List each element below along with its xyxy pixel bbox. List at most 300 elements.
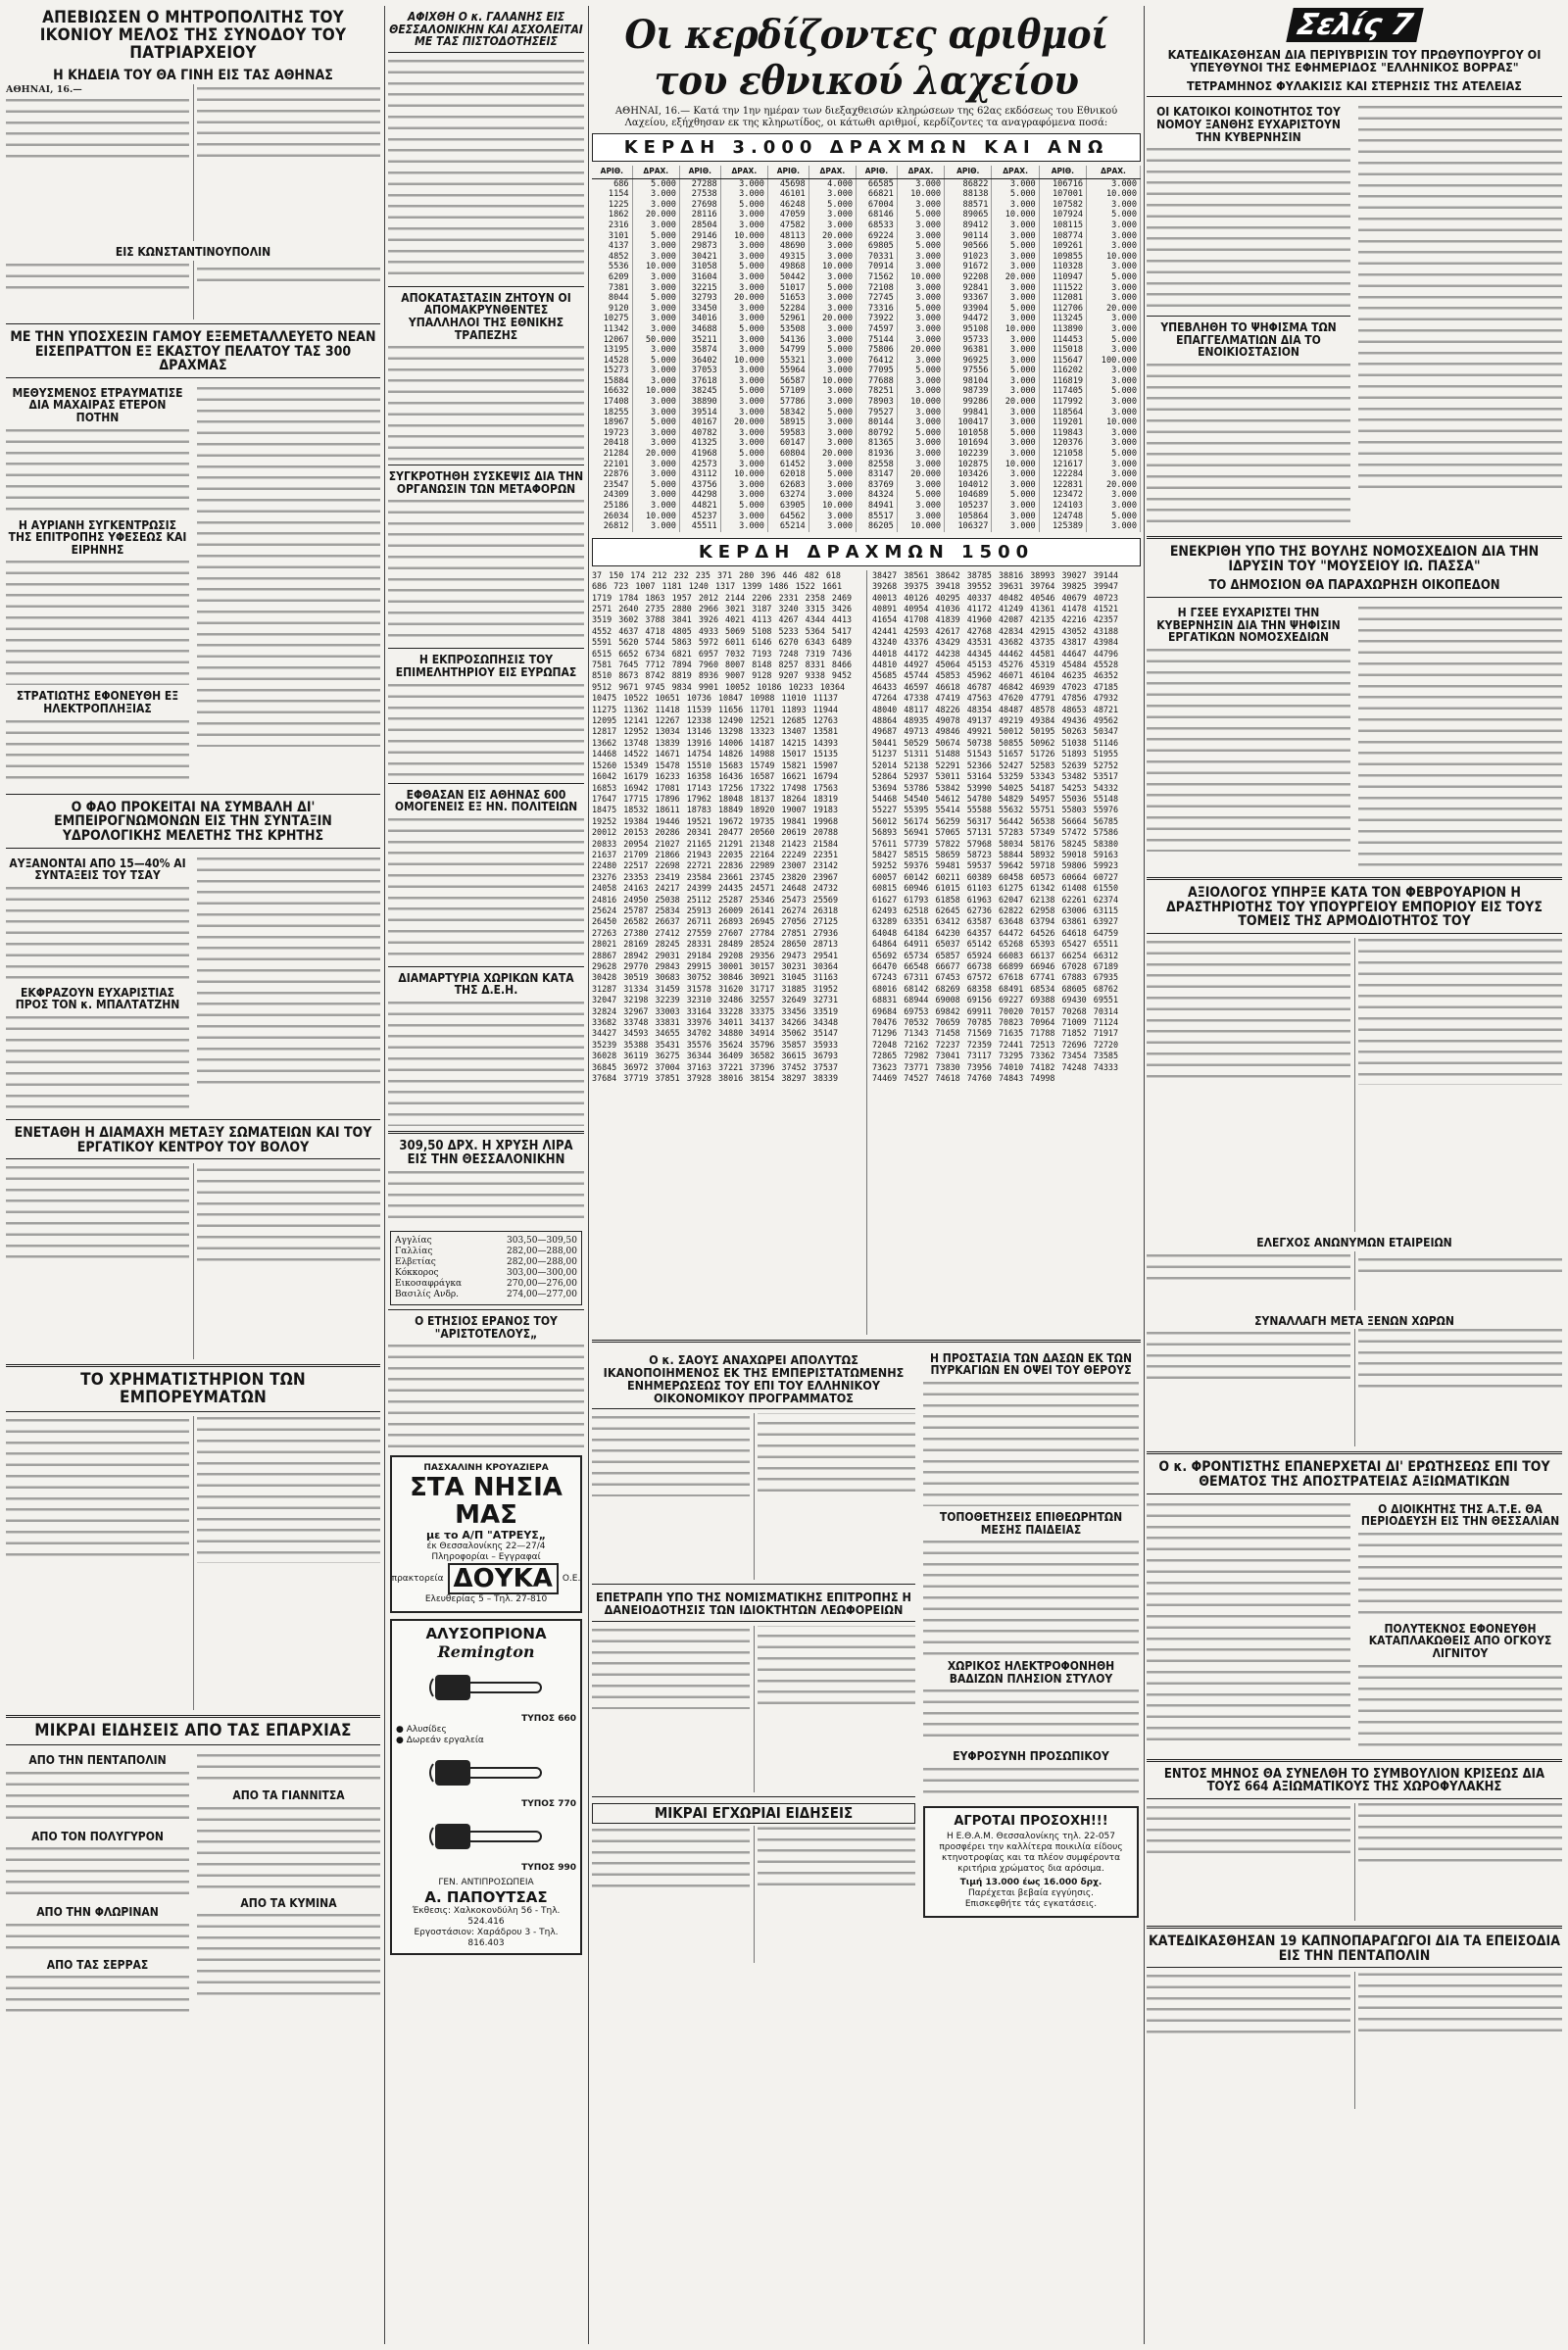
prize-amount: 3.000 — [632, 220, 679, 231]
ticket-number: 109855 — [1039, 252, 1086, 263]
article-text-block — [197, 1911, 380, 1999]
price-row — [395, 1236, 577, 1247]
ticket-number: 39514 — [679, 408, 720, 418]
article-body — [1147, 1329, 1562, 1446]
price-value: 270,00—276,00 — [507, 1279, 577, 1290]
article-text-block — [197, 1804, 380, 1892]
ticket-number: 6209 — [592, 272, 632, 283]
prize-amount: 5.000 — [720, 449, 767, 460]
prize-amount: 5.000 — [1087, 449, 1141, 460]
ad-model: ΤΥΠΟΣ 770 — [521, 1799, 576, 1810]
article-body — [388, 57, 584, 282]
ticket-number: 48690 — [767, 241, 808, 252]
prize-amount: 5.000 — [632, 231, 679, 242]
chainsaw-icon — [427, 1750, 545, 1795]
divider — [1147, 1798, 1562, 1799]
article-body — [388, 343, 584, 461]
headline-peace-committee: Η ΑΥΡΙΑΝΗ ΣΥΓΚΕΝΤΡΩΣΙΣ ΤΗΣ ΕΠΙΤΡΟΠΗΣ ΥΦΕΣΕΩΣ ΚΑΙ ΕΙΡΗΝΗΣ — [8, 517, 187, 557]
ticket-number: 122831 — [1039, 480, 1086, 491]
ticket-number: 110947 — [1039, 272, 1086, 283]
prize-amount: 5.000 — [992, 304, 1039, 315]
ticket-number: 15884 — [592, 376, 632, 387]
prize-amount: 3.000 — [720, 438, 767, 449]
headline-forest-fires: Η ΠΡΟΣΤΑΣΙΑ ΤΩΝ ΔΑΣΩΝ ΕΚ ΤΩΝ ΠΥΡΚΑΓΙΩΝ ΕΝ ΟΨΕΙ ΤΟΥ ΘΕΡΟΥΣ — [930, 1350, 1132, 1378]
ticket-number: 34688 — [679, 324, 720, 335]
prize-amount: 3.000 — [992, 178, 1039, 189]
article-text-block — [923, 1379, 1139, 1506]
ticket-number: 95733 — [945, 335, 992, 346]
headline-museum-passa: ΕΝΕΚΡΙΘΗ ΥΠΟ ΤΗΣ ΒΟΥΛΗΣ ΝΟΜΟΣΧΕΔΙΟΝ ΔΙΑ ΤΗΝ ΙΔΡΥΣΙΝ ΤΟΥ "ΜΟΥΣΕΙΟΥ ΙΩ. ΠΑΣΣΑ" — [1169, 543, 1540, 574]
ticket-number: 4852 — [592, 252, 632, 263]
prize-amount: 3.000 — [720, 210, 767, 220]
ticket-number: 13195 — [592, 345, 632, 356]
two-column-block — [1147, 1498, 1562, 1754]
prize-amount: 3.000 — [1087, 262, 1141, 272]
ticket-number: 115647 — [1039, 356, 1086, 367]
prize-amount: 5.000 — [720, 324, 767, 335]
prize-amount: 20.000 — [720, 417, 767, 428]
article-text-block — [923, 1765, 1139, 1800]
prize-amount: 3.000 — [897, 438, 944, 449]
prize-amount: 3.000 — [897, 449, 944, 460]
ticket-number: 47582 — [767, 220, 808, 231]
prize-amount: 3.000 — [897, 501, 944, 512]
ticket-number: 104012 — [945, 480, 992, 491]
prize-amount: 20.000 — [632, 449, 679, 460]
article-text-block — [6, 1973, 189, 2012]
article-text-block — [1358, 103, 1562, 495]
table-row — [592, 438, 1141, 449]
prize-amount: 3.000 — [808, 220, 856, 231]
ticket-number: 68146 — [857, 210, 898, 220]
ticket-number: 69224 — [857, 231, 898, 242]
ticket-number: 99841 — [945, 408, 992, 418]
prize-amount: 3.000 — [720, 397, 767, 408]
price-value: 274,00—277,00 — [507, 1290, 577, 1300]
subcolumn — [197, 382, 380, 790]
ticket-number: 88571 — [945, 200, 992, 211]
column-header-amount: ΔΡΑΧ. — [992, 166, 1039, 178]
ticket-number: 52961 — [767, 314, 808, 324]
subcolumn — [923, 1347, 1139, 1968]
article-text-block — [197, 384, 380, 747]
ticket-number: 96381 — [945, 345, 992, 356]
prize-amount: 20.000 — [992, 272, 1039, 283]
prize-amount: 5.000 — [808, 200, 856, 211]
article-body — [388, 999, 584, 1126]
article-text-block — [388, 1342, 584, 1449]
prize-amount: 5.000 — [897, 428, 944, 439]
article-body — [1358, 1530, 1562, 1618]
ticket-number: 93367 — [945, 293, 992, 304]
prize-amount: 3.000 — [720, 480, 767, 491]
ticket-number: 73922 — [857, 314, 898, 324]
article-text-block — [923, 1538, 1139, 1655]
article-body — [592, 1413, 915, 1580]
headline-bus-loans: ΕΠΕΤΡΑΠΗ ΥΠΟ ΤΗΣ ΝΟΜΙΣΜΑΤΙΚΗΣ ΕΠΙΤΡΟΠΗΣ Η ΔΑΝΕΙΟΔΟΤΗΣΙΣ ΤΩΝ ΙΔΙΟΚΤΗΤΩΝ ΛΕΩΦΟΡΕΙΩΝ — [596, 1590, 911, 1618]
headline-marriage-fraud: ΜΕ ΤΗΝ ΥΠΟΣΧΕΣΙΝ ΓΑΜΟΥ ΕΞΕΜΕΤΑΛΛΕΥΕΤΟ ΝΕΑΝ ΕΙΣΕΠΡΑΤΤΟΝ ΕΞ ΕΚΑΣΤΟΥ ΠΕΛΑΤΟΥ ΤΑΣ 300 ΔΡΑΧΜΑΣ — [10, 328, 376, 374]
prize-amount: 10.000 — [1087, 417, 1141, 428]
price-label: Γαλλίας — [395, 1247, 433, 1257]
table-row — [592, 428, 1141, 439]
subhead-funeral: Η ΚΗΔΕΙΑ ΤΟΥ ΘΑ ΓΙΝΗ ΕΙΣ ΤΑΣ ΑΘΗΝΑΣ — [53, 67, 333, 83]
ticket-number: 105864 — [945, 512, 992, 522]
prize-amount: 5.000 — [1087, 335, 1141, 346]
prize-amount: 5.000 — [720, 501, 767, 512]
lottery-masthead: Οι κερδίζοντες αριθμοί του εθνικού λαχείου — [624, 12, 1108, 104]
prize-amount: 3.000 — [897, 356, 944, 367]
ad-cruise — [390, 1455, 582, 1613]
prize-amount: 3.000 — [992, 408, 1039, 418]
headline-aristotle-fund: Ο ΕΤΗΣΙΟΣ ΕΡΑΝΟΣ ΤΟΥ "ΑΡΙΣΤΟΤΕΛΟΥΣ„ — [415, 1314, 558, 1341]
ticket-number: 79527 — [857, 408, 898, 418]
divider — [6, 1119, 380, 1120]
ticket-number: 44298 — [679, 490, 720, 501]
subcolumn — [197, 1749, 380, 2016]
prize-amount: 5.000 — [720, 386, 767, 397]
article-text-block — [6, 1769, 189, 1826]
prize-amount: 20.000 — [1087, 304, 1141, 315]
divider — [388, 1131, 584, 1134]
subcolumn — [6, 382, 189, 790]
column-right — [1147, 6, 1562, 2344]
divider — [592, 1584, 915, 1585]
prize-amount: 5.000 — [808, 345, 856, 356]
two-column-block — [1147, 101, 1562, 531]
ticket-number: 92841 — [945, 283, 992, 294]
prize-amount: 3.000 — [720, 512, 767, 522]
headline-inspectors: ΤΟΠΟΘΕΤΗΣΕΙΣ ΕΠΙΘΕΩΡΗΤΩΝ ΜΕΣΗΣ ΠΑΙΔΕΙΑΣ — [939, 1509, 1123, 1537]
column-lottery — [592, 6, 1141, 2344]
prize-amount: 3.000 — [720, 490, 767, 501]
prize-amount: 3.000 — [897, 460, 944, 470]
ticket-number: 124748 — [1039, 512, 1086, 522]
prize-amount: 3.000 — [1087, 231, 1141, 242]
ad-line: Α. ΠΑΠΟΥΤΣΑΣ — [424, 1888, 548, 1907]
prize-amount: 20.000 — [808, 449, 856, 460]
divider — [388, 1309, 584, 1310]
band-3000: ΚΕΡΔΗ 3.000 ΔΡΑΧΜΩΝ ΚΑΙ ΑΝΩ — [592, 133, 1141, 162]
prize-amount: 3.000 — [897, 324, 944, 335]
table-row — [592, 200, 1141, 211]
ticket-number: 57786 — [767, 397, 808, 408]
prize-amount: 5.000 — [632, 293, 679, 304]
prize-amount: 3.000 — [992, 417, 1039, 428]
prize-amount: 10.000 — [632, 262, 679, 272]
article-text-block — [1358, 604, 1562, 868]
article-body — [388, 497, 584, 644]
subcolumn — [592, 1347, 915, 1968]
prize-amount: 3.000 — [897, 220, 944, 231]
prize-amount: 3.000 — [992, 469, 1039, 480]
ticket-number: 108115 — [1039, 220, 1086, 231]
table-row — [592, 231, 1141, 242]
ticket-number: 2316 — [592, 220, 632, 231]
ticket-number: 66585 — [857, 178, 898, 189]
ticket-number: 55321 — [767, 356, 808, 367]
prize-amount: 3.000 — [632, 490, 679, 501]
article-body — [197, 384, 380, 747]
ad-line: Παρέχεται βεβαία εγγύησις. — [967, 1887, 1095, 1898]
ticket-number: 59583 — [767, 428, 808, 439]
ticket-number: 58915 — [767, 417, 808, 428]
prize-amount: 5.000 — [897, 490, 944, 501]
prize-amount: 3.000 — [992, 345, 1039, 356]
ticket-number: 60147 — [767, 438, 808, 449]
article-body — [6, 1844, 189, 1901]
divider — [592, 1796, 915, 1797]
table-row — [592, 386, 1141, 397]
prize-amount: 3.000 — [1087, 460, 1141, 470]
ticket-number: 1154 — [592, 189, 632, 200]
article-body — [1358, 1662, 1562, 1750]
ticket-number: 89412 — [945, 220, 992, 231]
article-text-block — [1358, 1662, 1562, 1750]
prize-amount: 5.000 — [1087, 210, 1141, 220]
ticket-number: 5536 — [592, 262, 632, 272]
ticket-number: 81365 — [857, 438, 898, 449]
headline-pensions: ΑΥΞΑΝΟΝΤΑΙ ΑΠΟ 15—40% ΑΙ ΣΥΝΤΑΞΕΙΣ ΤΟΥ ΤΣΑΥ — [9, 856, 186, 883]
prize-amount: 3.000 — [808, 438, 856, 449]
table-row — [592, 345, 1141, 356]
ticket-number: 29146 — [679, 231, 720, 242]
ad-line: Η Ε.Θ.Α.Μ. Θεσσαλονίκης τηλ. 22-057 προσφέρει την καλλίτερα ποικιλία είδους κτηνοτροφίας και τα πλέον συμφέροντα κριτήρια χρώματος δια αρόσιμα. — [939, 1831, 1123, 1874]
table-row — [592, 480, 1141, 491]
prize-amount: 3.000 — [720, 376, 767, 387]
headline-bank-employees: ΑΠΟΚΑΤΑΣΤΑΣΙΝ ΖΗΤΟΥΝ ΟΙ ΑΠΟΜΑΚΡΥΝΘΕΝΤΕΣ ΥΠΑΛΛΗΛΟΙ ΤΗΣ ΕΘΝΙΚΗΣ ΤΡΑΠΕΖΗΣ — [401, 290, 571, 342]
subcolumn — [197, 853, 380, 1115]
article-body — [1147, 1803, 1562, 1921]
ticket-number: 24309 — [592, 490, 632, 501]
table-row — [592, 460, 1141, 470]
ticket-number: 105237 — [945, 501, 992, 512]
article-body — [6, 1163, 380, 1359]
price-value: 282,00—288,00 — [507, 1247, 577, 1257]
prize-amount: 3.000 — [720, 304, 767, 315]
ticket-number: 35874 — [679, 345, 720, 356]
prize-amount: 3.000 — [632, 304, 679, 315]
ticket-number: 14528 — [592, 356, 632, 367]
prize-amount: 3.000 — [720, 314, 767, 324]
ad-line: Αλυσίδες — [406, 1725, 447, 1736]
article-text-block — [1358, 1530, 1562, 1618]
ticket-number: 45698 — [767, 178, 808, 189]
divider — [1147, 536, 1562, 539]
article-body — [6, 1013, 189, 1111]
prize-amount: 3.000 — [808, 521, 856, 532]
ticket-number: 94472 — [945, 314, 992, 324]
ticket-number: 18967 — [592, 417, 632, 428]
ticket-number: 18255 — [592, 408, 632, 418]
column-narrow — [388, 6, 584, 2344]
prize-amount: 3.000 — [1087, 293, 1141, 304]
ticket-number: 125389 — [1039, 521, 1086, 532]
ticket-number: 40167 — [679, 417, 720, 428]
article-body — [6, 1973, 189, 2012]
prize-amount: 5.000 — [632, 356, 679, 367]
ad-brand: ΔΟΥΚΑ — [448, 1563, 559, 1594]
prize-amount: 10.000 — [897, 189, 944, 200]
divider — [1147, 1759, 1562, 1762]
prize-amount: 3.000 — [1087, 220, 1141, 231]
ticket-number: 66821 — [857, 189, 898, 200]
ticket-number: 122284 — [1039, 469, 1086, 480]
chainsaw-icon — [427, 1665, 545, 1710]
divider — [388, 52, 584, 53]
ticket-number: 116202 — [1039, 366, 1086, 376]
ticket-number: 63274 — [767, 490, 808, 501]
article-body — [1147, 361, 1350, 527]
headline-xanthi: ΟΙ ΚΑΤΟΙΚΟΙ ΚΟΙΝΟΤΗΤΟΣ ΤΟΥ ΝΟΜΟΥ ΞΑΝΘΗΣ ΕΥΧΑΡΙΣΤΟΥΝ ΤΗΝ ΚΥΒΕΡΝΗΣΙΝ — [1156, 105, 1341, 144]
ticket-number: 20418 — [592, 438, 632, 449]
prize-amount: 3.000 — [632, 324, 679, 335]
ticket-number: 101058 — [945, 428, 992, 439]
ticket-number: 107001 — [1039, 189, 1086, 200]
page-tag: Σελίς 7 — [1286, 8, 1423, 42]
article-body — [6, 1416, 380, 1710]
ticket-number: 49315 — [767, 252, 808, 263]
table-row — [592, 293, 1141, 304]
article-body — [388, 1342, 584, 1449]
article-text-block — [388, 815, 584, 962]
subhead-florina: ΑΠΟ ΤΗΝ ΦΛΩΡΙΝΑΝ — [36, 1905, 159, 1920]
prize-amount: 3.000 — [632, 345, 679, 356]
divider — [6, 1364, 380, 1367]
prize-amount: 3.000 — [1087, 428, 1141, 439]
ticket-number: 31604 — [679, 272, 720, 283]
table-row — [592, 220, 1141, 231]
subhead-giannitsa: ΑΠΟ ΤΑ ΓΙΑΝΝΙΤΣΑ — [232, 1787, 345, 1802]
article-text-block — [6, 84, 380, 163]
article-body — [197, 1751, 380, 1785]
prize-amount: 3.000 — [992, 200, 1039, 211]
prize-amount: 20.000 — [632, 210, 679, 220]
ticket-number: 77095 — [857, 366, 898, 376]
prize-amount: 3.000 — [808, 490, 856, 501]
prize-amount: 5.000 — [720, 200, 767, 211]
headline-soldier-electrocuted: ΣΤΡΑΤΙΩΤΗΣ ΕΦΟΝΕΥΘΗ ΕΞ ΗΛΕΚΤΡΟΠΛΗΞΙΑΣ — [16, 689, 179, 716]
ad-line: Ελευθερίας 5 – Τηλ. 27-810 — [424, 1594, 548, 1605]
ticket-number: 106327 — [945, 521, 992, 532]
column-header-number: ΑΡΙΘ. — [767, 166, 808, 178]
headline-gendarmerie-officers: ΕΝΤΟΣ ΜΗΝΟΣ ΘΑ ΣΥΝΕΛΘΗ ΤΟ ΣΥΜΒΟΥΛΙΟΝ ΚΡΙΣΕΩΣ ΔΙΑ ΤΟΥΣ 664 ΑΞΙΩΜΑΤΙΚΟΥΣ ΤΗΣ ΧΩΡΟΦΥΛΑΚΗΣ — [1163, 1766, 1545, 1795]
prize-amount: 3.000 — [808, 386, 856, 397]
prize-amount: 20.000 — [992, 397, 1039, 408]
price-row — [395, 1257, 577, 1268]
ticket-number: 118564 — [1039, 408, 1086, 418]
prize-amount: 10.000 — [1087, 189, 1141, 200]
prize-amount: 3.000 — [632, 408, 679, 418]
article-text-block — [592, 1626, 915, 1709]
ticket-number: 25186 — [592, 501, 632, 512]
table-row — [592, 417, 1141, 428]
column-header-number: ΑΡΙΘ. — [592, 166, 632, 178]
ticket-number: 115018 — [1039, 345, 1086, 356]
article-body — [1147, 646, 1350, 852]
divider — [388, 648, 584, 649]
chainsaw-icon — [427, 1814, 545, 1859]
article-text-block — [388, 681, 584, 779]
divider — [6, 1158, 380, 1159]
prize-amount: 3.000 — [720, 283, 767, 294]
prize-amount: 10.000 — [992, 460, 1039, 470]
ticket-number: 47059 — [767, 210, 808, 220]
price-value: 303,50—309,50 — [507, 1236, 577, 1247]
prize-amount: 20.000 — [720, 293, 767, 304]
prize-amount: 10.000 — [992, 324, 1039, 335]
prize-amount: 3.000 — [992, 314, 1039, 324]
article-text-block — [6, 884, 189, 982]
subhead-polygyros: ΑΠΟ ΤΟΝ ΠΟΛΥΓΥΡΟΝ — [31, 1829, 164, 1843]
ticket-number: 91023 — [945, 252, 992, 263]
ticket-number: 46101 — [767, 189, 808, 200]
ticket-number: 9120 — [592, 304, 632, 315]
prize-amount: 10.000 — [992, 210, 1039, 220]
ad-line: με το Α/Π "ΑΤΡΕΥΣ„ — [425, 1529, 547, 1542]
subcolumn — [1358, 602, 1562, 872]
prize-amount: 3.000 — [992, 438, 1039, 449]
prize-amount: 10.000 — [897, 272, 944, 283]
ticket-number: 89065 — [945, 210, 992, 220]
divider — [1147, 1926, 1562, 1929]
ad-line: Τιμή 13.000 έως 16.000 δρχ. — [959, 1877, 1102, 1887]
prize-amount: 5.000 — [1087, 512, 1141, 522]
ad-agency — [391, 1563, 581, 1594]
column-header-amount: ΔΡΑΧ. — [632, 166, 679, 178]
column-header-amount: ΔΡΑΧ. — [897, 166, 944, 178]
ticket-number: 35211 — [679, 335, 720, 346]
column-header-number: ΑΡΙΘ. — [1039, 166, 1086, 178]
ticket-number: 7381 — [592, 283, 632, 294]
prize-amount: 3.000 — [992, 262, 1039, 272]
article-body — [1147, 145, 1350, 312]
subcolumn — [1358, 101, 1562, 531]
ticket-number: 83147 — [857, 469, 898, 480]
ticket-number: 55964 — [767, 366, 808, 376]
ticket-number: 44821 — [679, 501, 720, 512]
prize-amount: 3.000 — [720, 345, 767, 356]
ticket-number: 82558 — [857, 460, 898, 470]
table-row — [592, 376, 1141, 387]
ticket-number: 37618 — [679, 376, 720, 387]
article-text-block — [1147, 938, 1562, 1085]
ad-model: ΤΥΠΟΣ 660 — [521, 1714, 576, 1725]
ad-bullet: ● Δωρεάν εργαλεία — [396, 1736, 484, 1746]
table-row — [592, 272, 1141, 283]
ticket-number: 83769 — [857, 480, 898, 491]
prize-amount: 3.000 — [992, 283, 1039, 294]
ticket-number: 34016 — [679, 314, 720, 324]
ticket-number: 28116 — [679, 210, 720, 220]
headline-stabbing: ΜΕΘΥΣΜΕΝΟΣ ΕΤΡΑΥΜΑΤΙΣΕ ΔΙΑ ΜΑΧΑΙΡΑΣ ΕΤΕΡΟΝ ΠΟΤΗΝ — [12, 385, 183, 425]
ticket-number: 21284 — [592, 449, 632, 460]
price-label: Ελβετίας — [395, 1257, 436, 1268]
ticket-number: 110328 — [1039, 262, 1086, 272]
ad-line: Εργοστάσιον: Χαράδρου 3 - Τηλ. 816.403 — [414, 1928, 559, 1949]
prize-amount: 3.000 — [720, 189, 767, 200]
headline-local-news: ΜΙΚΡΑΙ ΕΓΧΩΡΙΑΙ ΕΙΔΗΣΕΙΣ — [592, 1803, 915, 1825]
column-rule — [588, 6, 589, 2344]
ticket-number: 32215 — [679, 283, 720, 294]
prize-amount: 3.000 — [720, 241, 767, 252]
ticket-number: 84324 — [857, 490, 898, 501]
prize-amount: 3.000 — [632, 428, 679, 439]
prize-amount: 3.000 — [808, 241, 856, 252]
column-rule — [1144, 6, 1145, 2344]
prize-amount: 3.000 — [632, 241, 679, 252]
ad-line: πρακτορεία — [391, 1573, 444, 1584]
article-text-block — [6, 261, 380, 290]
